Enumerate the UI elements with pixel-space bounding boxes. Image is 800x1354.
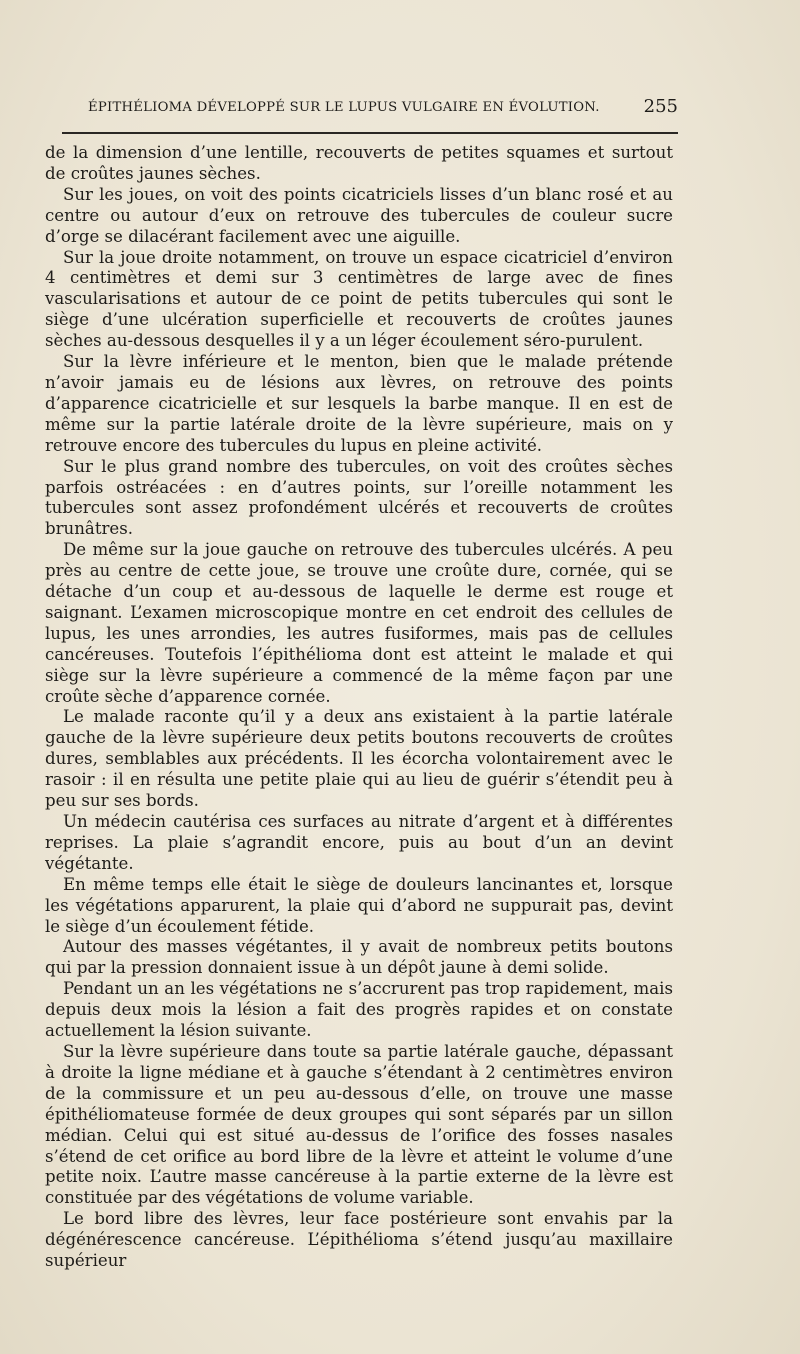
header-rule [62, 132, 678, 134]
page-header [88, 96, 678, 122]
paragraph-11: Pendant un an les végétations ne s’accrurent pas trop rapidement, mais depuis deux mois la lésion a fait des progrès rapides et on constate actuellement la lésion suivante. [45, 979, 673, 1041]
paragraph-4: Sur la lèvre inférieure et le menton, bien que le malade prétende n’avoir jamais eu de lésions aux lèvres, on retrouve des points d’apparence cicatricielle et sur lesquels la barbe manque. Il en est de même sur la partie latérale droite de la lèvre supérieure, mais on y retrouve encore des tubercules du lupus en pleine activité. [45, 352, 673, 455]
paragraph-6: De même sur la joue gauche on retrouve des tubercules ulcérés. A peu près au centre de cette joue, se trouve une croûte dure, cornée, qui se détache d’un coup et au-dessous de laquelle le derme est rouge et saignant. L’examen microscopique montre en cet endroit des cellules de lupus, les unes arrondies, les autres fusiformes, mais pas de cellules cancéreuses. Toutefois l’épithélioma dont est atteint le malade et qui siège sur la lèvre supérieure a commencé de la même façon par une croûte sèche d’apparence cornée. [45, 540, 673, 706]
paragraph-2: Sur les joues, on voit des points cicatriciels lisses d’un blanc rosé et au centre ou autour d’eux on retrouve des tubercules de couleur sucre d’orge se dilacérant facilement avec une aiguille. [45, 184, 673, 246]
paragraph-9: En même temps elle était le siège de douleurs lancinantes et, lorsque les végétations apparurent, la plaie qui d’abord ne suppurait pas, devint le siège d’un écoulement fétide. [45, 874, 673, 936]
paragraph-5: Sur le plus grand nombre des tubercules, on voit des croûtes sèches parfois ostréacées : en d’autres points, sur l’oreille notamment les tubercules sont assez profondément ulcérés et recouverts de croûtes brunâtres. [45, 456, 673, 539]
body-text [45, 143, 673, 1272]
paragraph-3: Sur la joue droite notamment, on trouve un espace cicatriciel d’environ 4 centimètres et demi sur 3 centimètres de large avec de fines vascularisations et autour de ce point de petits tubercules qui sont le siège d’une ulcération superficielle et recouverts de croûtes jaunes sèches au-dessous desquelles il y a un léger écoulement séro-purulent. [45, 247, 673, 351]
paragraph-1: de la dimension d’une lentille, recouverts de petites squames et surtout de croûtes jaunes sèches. [45, 143, 673, 183]
paragraph-10: Autour des masses végétantes, il y avait de nombreux petits boutons qui par la pression donnaient issue à un dépôt jaune à demi solide. [45, 937, 673, 978]
paragraph-12: Sur la lèvre supérieure dans toute sa partie latérale gauche, dépassant à droite la ligne médiane et à gauche s’étendant à 2 centimètres environ de la commissure et un peu au-dessous d’elle, on trouve une masse épithéliomateuse formée de deux groupes qui sont séparés par un sillon médian. Celui qui est situé au-dessus de l’orifice des fosses nasales s’étend de cet orifice au bord libre de la lèvre et atteint le volume d’une petite noix. L’autre masse cancéreuse à la partie externe de la lèvre est constituée par des végétations de volume variable. [45, 1041, 673, 1208]
page-number: 255 [643, 96, 678, 117]
paragraph-8: Un médecin cautérisa ces surfaces au nitrate d’argent et à différentes reprises. La plaie s’agrandit encore, puis au bout d’un an devint végétante. [45, 812, 673, 873]
running-title: ÉPITHÉLIOMA DÉVELOPPÉ SUR LE LUPUS VULGAIRE EN ÉVOLUTION. [88, 100, 600, 115]
paragraph-13: Le bord libre des lèvres, leur face postérieure sont envahis par la dégénérescence cancéreuse. L’épithélioma s’étend jusqu’au maxillaire supérieur [45, 1209, 673, 1271]
paragraph-7: Le malade raconte qu’il y a deux ans existaient à la partie latérale gauche de la lèvre supérieure deux petits boutons recouverts de croûtes dures, semblables aux précédents. Il les écorcha volontairement avec le rasoir : il en résulta une petite plaie qui au lieu de guérir s’étendit peu à peu sur ses bords. [45, 707, 673, 811]
